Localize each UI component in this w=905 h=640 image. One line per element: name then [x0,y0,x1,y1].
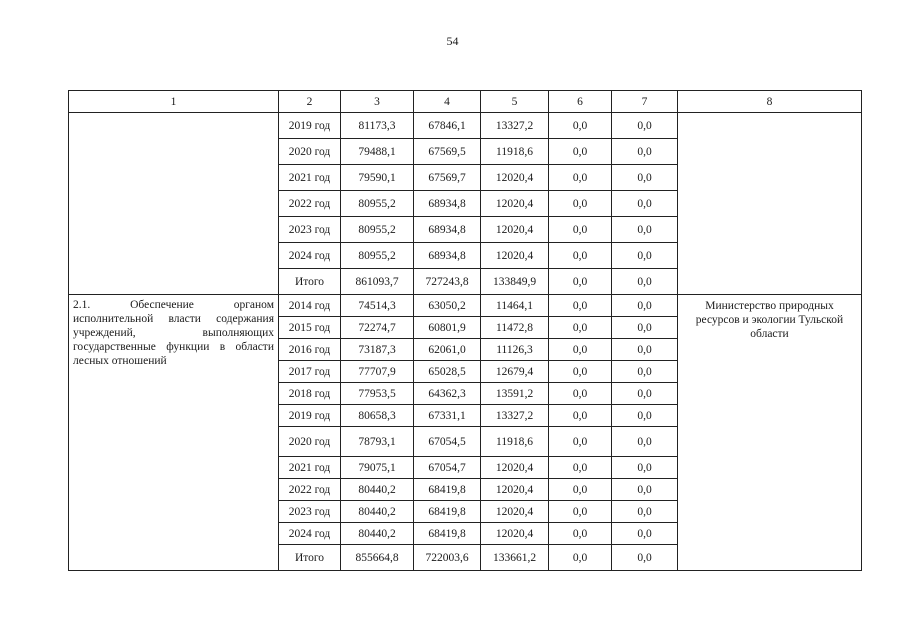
value-cell: 11918,6 [481,139,549,165]
value-cell: 0,0 [549,113,612,139]
value-cell: 77953,5 [341,383,414,405]
value-cell: 0,0 [612,317,678,339]
value-cell: 0,0 [549,295,612,317]
value-cell: 0,0 [549,457,612,479]
year-cell: 2022 год [279,479,341,501]
year-cell: 2014 год [279,295,341,317]
value-cell: 73187,3 [341,339,414,361]
value-cell: 0,0 [612,405,678,427]
year-cell: 2022 год [279,191,341,217]
value-cell: 80955,2 [341,191,414,217]
header-cell: 1 [69,91,279,113]
value-cell: 855664,8 [341,545,414,571]
value-cell: 80440,2 [341,479,414,501]
header-cell: 2 [279,91,341,113]
funding-table [68,90,862,571]
value-cell: 80658,3 [341,405,414,427]
value-cell: 79075,1 [341,457,414,479]
value-cell: 0,0 [612,295,678,317]
value-cell: 68419,8 [414,523,481,545]
responsible-organization: Министерство природных ресурсов и экологии Тульской области [678,295,862,571]
year-cell: 2019 год [279,113,341,139]
value-cell: 80955,2 [341,243,414,269]
value-cell: 0,0 [549,243,612,269]
value-cell: 81173,3 [341,113,414,139]
year-cell: 2023 год [279,217,341,243]
value-cell: 0,0 [549,217,612,243]
measure-description: 2.1. Обеспечение органом исполнительной власти содержания учреждений, выполняющих государственные функции в области лесных отношений [69,295,279,571]
value-cell: 12020,4 [481,217,549,243]
value-cell: 67846,1 [414,113,481,139]
year-cell: 2015 год [279,317,341,339]
value-cell: 0,0 [549,523,612,545]
value-cell: 0,0 [549,269,612,295]
value-cell: 68934,8 [414,243,481,269]
value-cell: 133849,9 [481,269,549,295]
value-cell: 80955,2 [341,217,414,243]
value-cell: 0,0 [612,523,678,545]
measure-description [69,113,279,295]
value-cell: 727243,8 [414,269,481,295]
value-cell: 12020,4 [481,501,549,523]
value-cell: 11464,1 [481,295,549,317]
value-cell: 68419,8 [414,501,481,523]
year-cell: 2024 год [279,523,341,545]
value-cell: 0,0 [612,243,678,269]
header-cell: 7 [612,91,678,113]
value-cell: 74514,3 [341,295,414,317]
value-cell: 0,0 [612,383,678,405]
year-cell: Итого [279,269,341,295]
value-cell: 0,0 [612,479,678,501]
value-cell: 67569,5 [414,139,481,165]
header-cell: 3 [341,91,414,113]
value-cell: 12020,4 [481,523,549,545]
value-cell: 13327,2 [481,405,549,427]
value-cell: 13327,2 [481,113,549,139]
value-cell: 0,0 [612,427,678,457]
year-cell: 2020 год [279,427,341,457]
value-cell: 13591,2 [481,383,549,405]
value-cell: 77707,9 [341,361,414,383]
responsible-organization [678,113,862,295]
value-cell: 0,0 [612,545,678,571]
year-cell: 2019 год [279,405,341,427]
value-cell: 12020,4 [481,243,549,269]
header-cell: 6 [549,91,612,113]
value-cell: 0,0 [549,139,612,165]
value-cell: 0,0 [549,165,612,191]
year-cell: 2021 год [279,165,341,191]
value-cell: 11918,6 [481,427,549,457]
value-cell: 0,0 [549,191,612,217]
value-cell: 60801,9 [414,317,481,339]
header-row [69,91,862,113]
value-cell: 68934,8 [414,217,481,243]
value-cell: 0,0 [549,361,612,383]
header-cell: 4 [414,91,481,113]
value-cell: 78793,1 [341,427,414,457]
value-cell: 0,0 [612,339,678,361]
value-cell: 80440,2 [341,523,414,545]
value-cell: 0,0 [549,479,612,501]
year-cell: 2021 год [279,457,341,479]
header-cell: 8 [678,91,862,113]
value-cell: 0,0 [549,427,612,457]
value-cell: 68419,8 [414,479,481,501]
value-cell: 67054,5 [414,427,481,457]
value-cell: 80440,2 [341,501,414,523]
value-cell: 12020,4 [481,165,549,191]
value-cell: 11472,8 [481,317,549,339]
table-row [69,295,862,317]
value-cell: 0,0 [549,339,612,361]
value-cell: 0,0 [612,191,678,217]
value-cell: 67569,7 [414,165,481,191]
value-cell: 0,0 [549,501,612,523]
value-cell: 68934,8 [414,191,481,217]
value-cell: 12020,4 [481,191,549,217]
value-cell: 0,0 [549,317,612,339]
value-cell: 0,0 [612,457,678,479]
value-cell: 0,0 [612,113,678,139]
value-cell: 0,0 [612,361,678,383]
value-cell: 0,0 [549,405,612,427]
value-cell: 0,0 [549,545,612,571]
year-cell: 2020 год [279,139,341,165]
value-cell: 72274,7 [341,317,414,339]
value-cell: 63050,2 [414,295,481,317]
page-number: 54 [446,34,459,48]
value-cell: 79590,1 [341,165,414,191]
year-cell: 2016 год [279,339,341,361]
header-cell: 5 [481,91,549,113]
value-cell: 67054,7 [414,457,481,479]
value-cell: 12679,4 [481,361,549,383]
value-cell: 67331,1 [414,405,481,427]
year-cell: 2023 год [279,501,341,523]
value-cell: 12020,4 [481,457,549,479]
value-cell: 0,0 [612,139,678,165]
year-cell: 2024 год [279,243,341,269]
value-cell: 0,0 [549,383,612,405]
year-cell: Итого [279,545,341,571]
value-cell: 0,0 [612,501,678,523]
value-cell: 0,0 [612,269,678,295]
value-cell: 0,0 [612,217,678,243]
value-cell: 64362,3 [414,383,481,405]
year-cell: 2018 год [279,383,341,405]
table-row [69,113,862,139]
value-cell: 65028,5 [414,361,481,383]
value-cell: 11126,3 [481,339,549,361]
value-cell: 12020,4 [481,479,549,501]
value-cell: 861093,7 [341,269,414,295]
value-cell: 79488,1 [341,139,414,165]
value-cell: 722003,6 [414,545,481,571]
value-cell: 62061,0 [414,339,481,361]
value-cell: 0,0 [612,165,678,191]
year-cell: 2017 год [279,361,341,383]
value-cell: 133661,2 [481,545,549,571]
